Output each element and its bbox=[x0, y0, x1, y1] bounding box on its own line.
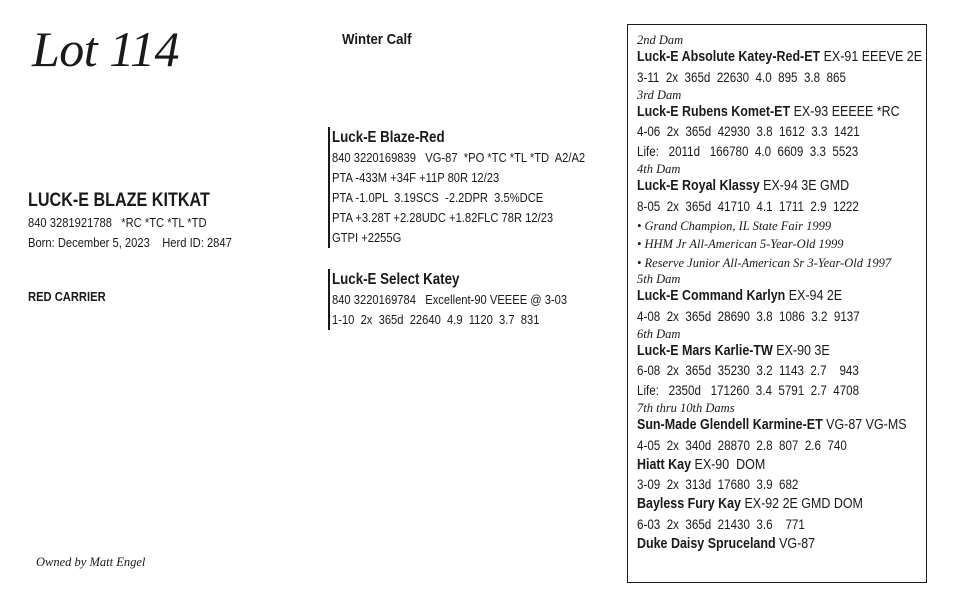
pedigree-list bbox=[637, 33, 968, 555]
ancestor-entry bbox=[637, 287, 922, 307]
ancestor-name: Luck-E Rubens Komet-ET bbox=[637, 103, 791, 120]
award-line: • Reserve Junior All-American Sr 3-Year-Old 1997 bbox=[637, 255, 892, 270]
sire-name: Luck-E Blaze-Red bbox=[332, 129, 445, 146]
generation-label: 6th Dam bbox=[637, 326, 681, 341]
generation-label: 3rd Dam bbox=[637, 87, 682, 102]
production-record: 3-09 2x 313d 17680 3.9 682 bbox=[637, 477, 799, 493]
dam-name: Luck-E Select Katey bbox=[332, 271, 460, 288]
production-record: 8-05 2x 365d 41710 4.1 1711 2.9 1222 bbox=[637, 198, 859, 214]
sire-detail-line: PTA -433M +34F +11P 80R 12/23 bbox=[332, 170, 500, 185]
production-record: 6-03 2x 365d 21430 3.6 771 bbox=[637, 517, 805, 533]
production-record: 4-05 2x 340d 28870 2.8 807 2.6 740 bbox=[637, 437, 847, 453]
animal-name: LUCK-E BLAZE KITKAT bbox=[28, 190, 210, 211]
generation-label: 4th Dam bbox=[637, 161, 681, 176]
ancestor-classification: VG-87 bbox=[775, 535, 816, 552]
ancestor-entry bbox=[637, 103, 922, 123]
generation-label: 5th Dam bbox=[637, 272, 681, 287]
dam-details bbox=[332, 290, 605, 330]
sire-detail-line: PTA +3.28T +2.28UDC +1.82FLC 78R 12/23 bbox=[332, 210, 554, 225]
award-line: • HHM Jr All-American 5-Year-Old 1999 bbox=[637, 237, 844, 252]
ancestor-classification: EX-92 2E GMD DOM bbox=[740, 496, 863, 513]
ancestor-entry bbox=[637, 177, 922, 197]
red-carrier-badge: RED CARRIER bbox=[28, 289, 106, 304]
ancestor-classification: EX-94 2E bbox=[785, 288, 843, 305]
pedigree-box bbox=[627, 24, 927, 583]
ancestor-name: Luck-E Royal Klassy bbox=[637, 177, 760, 194]
owner-credit: Owned by Matt Engel bbox=[36, 555, 146, 569]
award-line: • Grand Champion, IL State Fair 1999 bbox=[637, 218, 832, 233]
sire-detail-line: 840 3220169839 VG-87 *PO *TC *TL *TD A2/A2 bbox=[332, 150, 586, 165]
dam-detail-line: 1-10 2x 365d 22640 4.9 1120 3.7 831 bbox=[332, 312, 540, 327]
dam-block bbox=[328, 269, 605, 330]
ancestor-entry bbox=[637, 535, 922, 555]
ancestor-classification: VG-87 VG-MS bbox=[822, 417, 907, 434]
lot-number: Lot 114 bbox=[32, 21, 179, 77]
ancestor-entry bbox=[637, 495, 922, 515]
sire-detail-line: PTA -1.0PL 3.19SCS -2.2DPR 3.5%DCE bbox=[332, 190, 544, 205]
ancestor-name: Luck-E Absolute Katey-Red-ET bbox=[637, 49, 821, 65]
ancestor-classification: EX-93 EEEEE *RC bbox=[790, 103, 900, 120]
sire-details bbox=[332, 148, 626, 248]
production-record: 6-08 2x 365d 35230 3.2 1143 2.7 943 bbox=[637, 363, 859, 379]
ancestor-entry bbox=[637, 342, 922, 362]
ancestor-name: Sun-Made Glendell Karmine-ET bbox=[637, 417, 823, 434]
sire-detail-line: GTPI +2255G bbox=[332, 230, 402, 245]
ancestor-name: Luck-E Command Karlyn bbox=[637, 288, 786, 305]
production-record: Life: 2350d 171260 3.4 5791 2.7 4708 bbox=[637, 383, 860, 399]
ancestor-name: Hiatt Kay bbox=[637, 456, 692, 473]
production-record: 4-06 2x 365d 42930 3.8 1612 3.3 1421 bbox=[637, 124, 860, 140]
dam-detail-line: 840 3220169784 Excellent-90 VEEEE @ 3-03 bbox=[332, 292, 568, 307]
production-record: 3-11 2x 365d 22630 4.0 895 3.8 865 bbox=[637, 69, 846, 85]
ancestor-entry bbox=[637, 48, 922, 68]
sire-block bbox=[328, 127, 626, 248]
generation-label: 7th thru 10th Dams bbox=[637, 401, 735, 416]
ancestor-entry bbox=[637, 416, 922, 436]
production-record: Life: 2011d 166780 4.0 6609 3.3 5523 bbox=[637, 144, 859, 160]
animal-birth-herd: Born: December 5, 2023 Herd ID: 2847 bbox=[28, 235, 232, 250]
generation-label: 2nd Dam bbox=[637, 33, 684, 47]
ancestor-classification: EX-90 DOM bbox=[691, 456, 766, 473]
ancestor-name: Bayless Fury Kay bbox=[637, 496, 741, 513]
ancestor-name: Duke Daisy Spruceland bbox=[637, 535, 776, 552]
animal-registration: 840 3281921788 *RC *TC *TL *TD bbox=[28, 215, 207, 230]
ancestor-classification: EX-90 3E bbox=[772, 342, 830, 359]
production-record: 4-08 2x 365d 28690 3.8 1086 3.2 9137 bbox=[637, 308, 860, 324]
season-class: Winter Calf bbox=[342, 31, 412, 48]
ancestor-entry bbox=[637, 456, 922, 476]
ancestor-name: Luck-E Mars Karlie-TW bbox=[637, 342, 773, 359]
ancestor-classification: EX-91 EEEVE 2E bbox=[820, 49, 923, 65]
ancestor-classification: EX-94 3E GMD bbox=[759, 177, 850, 194]
